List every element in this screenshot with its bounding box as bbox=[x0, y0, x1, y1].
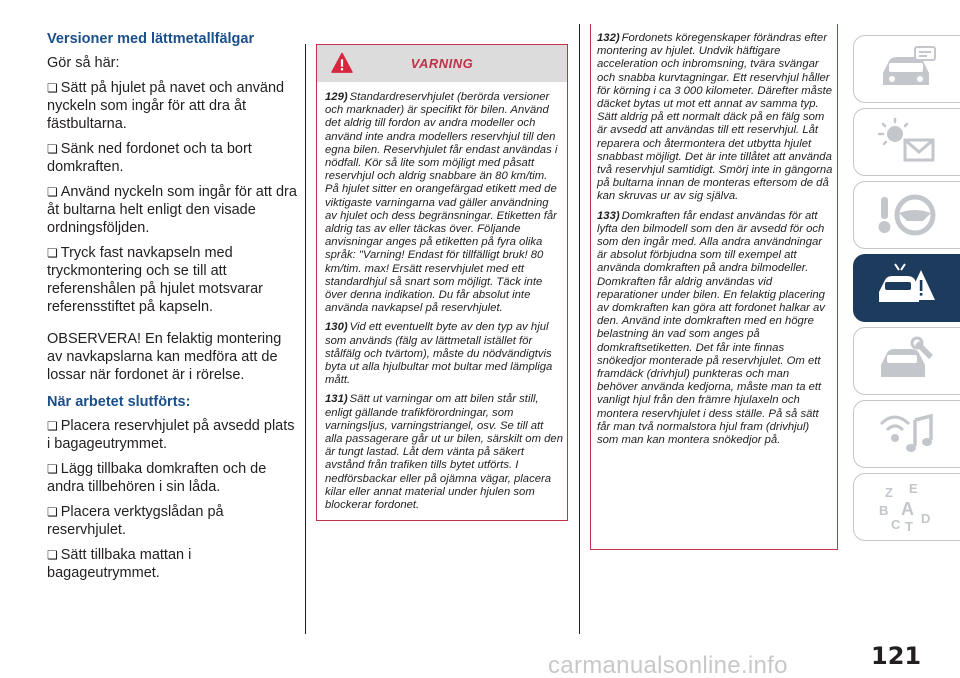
step-item: ❏ Tryck fast navkapseln med tryckmontering och se till att referenshålen på hjulet motsvarar referensstiftet på kapseln. bbox=[47, 244, 299, 316]
index-letter: A bbox=[901, 499, 914, 519]
index-letter: E bbox=[909, 481, 918, 496]
index-letter: C bbox=[891, 517, 901, 532]
column-divider bbox=[579, 24, 580, 634]
warning-note: 132) Fordonets köregenskaper förändras efter montering av hjulet. Undvik häftigare acceleration och inbromsning, tvära svängar och snabba kurvtagningar. Ett reservhjul håller för körning i ca 3 000 kilometer. Därefter måste däcket bytas ut mot ett annat av samma typ. Sätt aldrig på ett normalt däck på en fälg som är avsedd att användas till ett reservhjul. Låt reparera och återmontera det utbytta hjulet snabbast möjligt. Det är inte tillåtet att använda två reservhjul samtidigt. Smörj inte in gängorna på bultarna innan de monteras eftersom de då kan skruvas ur av sig själva. bbox=[597, 32, 833, 203]
car-dashboard-icon bbox=[875, 43, 939, 95]
tab-emergency[interactable] bbox=[853, 254, 960, 322]
warning-note: 131) Sätt ut varningar om att bilen står still, enligt gällande trafikförordningar, som varningsljus, varningstriangel, osv. Se till att alla passagerare går ut ur bilen, särskilt om den är tungt lastad. Låt dem vänta på säkert avstånd från trafiken tills bytet utförts. I nedförsbackar eller på ojämna vägar, placera kilar eller annat material under hjulen som blockerar fordonet. bbox=[325, 393, 563, 512]
steering-wheel-icon bbox=[875, 189, 939, 241]
warning-note: 130) Vid ett eventuellt byte av den typ av hjul som används (fälg av lättmetall istället för stålfälg och tvärtom), måste du nödvändigtvis byta ut alla hjulbultar mot bultar med lämpliga mått. bbox=[325, 321, 553, 387]
warning-note: 129) Standardreservhjulet (berörda versioner och marknader) är specifikt för bilen. Använd det aldrig till fordon av andra modeller och använd inte andra modellers reservhjul till den egna bilen. Reservhjulet får endast användas i nödfall. Kör så lite som möjligt med påsatt reservhjul och aldrig snabbare än 80 km/tim. På hjulet sitter en orangefärgad etikett med de viktigaste varningarna vad gäller användning av hjulet och dess begränsningar. Etiketten får aldrig tas av eller täckas över. Följande anvisningar anges på etiketten på fyra olika språk: "Varning! Endast för tillfälligt bruk! 80 km/tim. max! Ersätt reservhjulet med ett standardhjul så snart som möjligt. Täck inte över denna indikation. Du får absolut inte använda navkapsel på reservhjulet. bbox=[325, 91, 558, 315]
chapter-tabs bbox=[853, 35, 960, 546]
tab-service[interactable] bbox=[853, 327, 960, 395]
service-tools-icon bbox=[875, 335, 939, 387]
warning-column bbox=[316, 44, 568, 521]
tab-lights[interactable] bbox=[853, 108, 960, 176]
tab-dashboard[interactable] bbox=[853, 35, 960, 103]
section-heading-finished: När arbetet slutförts: bbox=[47, 394, 191, 410]
index-letter: B bbox=[879, 503, 889, 518]
page-number: 121 bbox=[871, 642, 922, 670]
step-item: ❏ Lägg tillbaka domkraften och de andra tillbehören i sin låda. bbox=[47, 460, 299, 496]
alphabet-index-icon bbox=[875, 481, 939, 533]
step-item: ❏ Använd nyckeln som ingår för att dra åt bultarna helt enligt den visade ordningsföljden. bbox=[47, 183, 299, 237]
column-divider bbox=[305, 44, 306, 634]
step-item: ❏ Placera reservhjulet på avsedd plats i bagageutrymmet. bbox=[47, 417, 299, 453]
index-letter: T bbox=[905, 519, 913, 533]
section-heading-alloy: Versioner med lättmetallfälgar bbox=[47, 31, 255, 47]
intro-text: Gör så här: bbox=[47, 55, 120, 71]
warning-title: VARNING bbox=[410, 56, 474, 71]
warning-continued-box bbox=[590, 24, 838, 550]
tab-multimedia[interactable] bbox=[853, 400, 960, 468]
step-item: ❏ Sätt tillbaka mattan i bagageutrymmet. bbox=[47, 546, 299, 582]
tab-driving[interactable] bbox=[853, 181, 960, 249]
warning-box bbox=[316, 44, 568, 521]
caution-note: OBSERVERA! En felaktig montering av navkapslarna kan medföra att de lossar när fordonet är i rörelse. bbox=[47, 331, 282, 383]
car-emergency-icon bbox=[875, 262, 939, 314]
warning-body bbox=[317, 82, 567, 520]
index-letter: Z bbox=[885, 485, 893, 500]
warning-triangle-icon bbox=[331, 52, 353, 74]
warning-note: 133) Domkraften får endast användas för att lyfta den bilmodell som den är avsedd för och som den ingår med. Alla andra användningar är absolut förbjudna som till exempel att använda domkraften på andra bilmodeller. Domkraften får aldrig användas vid reparationer under bilen. En felaktig placering av domkraften kan göra att fordonet halkar av den. Använd inte domkraften med en högre belastning än vad som anges på domkraftsetiketten. Det får inte finnas snökedjor monterade på reservhjulet. Om ett framdäck (drivhjul) punkteras och man behöver använda kedjorna, måste man ta ett vanligt hjul från den främre hjulaxeln och montera reservhjulet i dess ställe. På så sätt får man två normalstora hjul fram (drivhjul) som man kan montera snökedjor på. bbox=[597, 209, 825, 447]
step-item: ❏ Placera verktygslådan på reservhjulet. bbox=[47, 503, 299, 539]
warning-header bbox=[317, 45, 567, 82]
left-column bbox=[47, 30, 299, 589]
multimedia-icon bbox=[875, 408, 939, 460]
warning-continued-column bbox=[590, 24, 838, 550]
lights-icon bbox=[875, 116, 939, 168]
tab-index[interactable] bbox=[853, 473, 960, 541]
step-item: ❏ Sätt på hjulet på navet och använd nyckeln som ingår för att dra åt fästbultarna. bbox=[47, 79, 299, 133]
watermark: carmanualsonline.info bbox=[548, 652, 788, 678]
step-item: ❏ Sänk ned fordonet och ta bort domkraften. bbox=[47, 140, 299, 176]
index-letter: D bbox=[921, 511, 931, 526]
